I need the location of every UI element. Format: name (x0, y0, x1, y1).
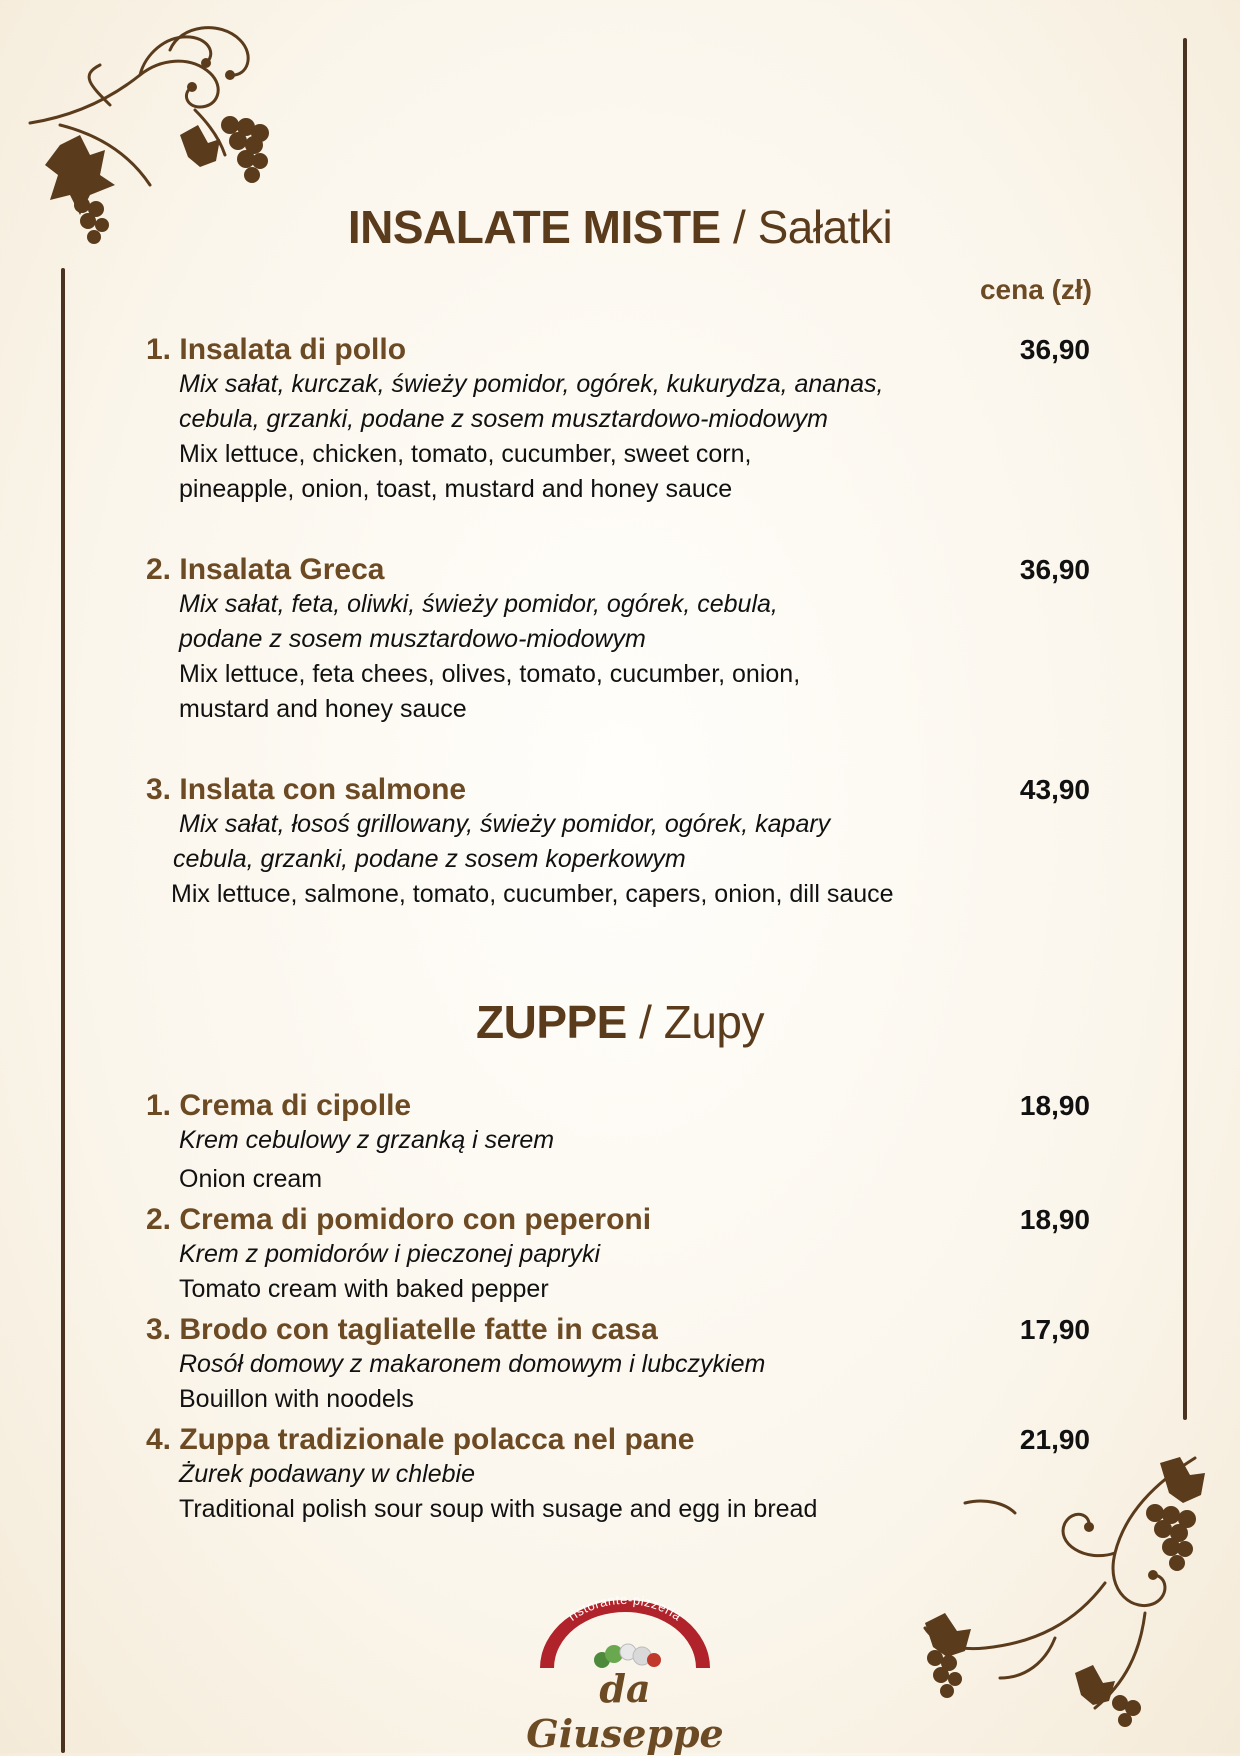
menu-item (146, 1313, 1090, 1417)
soups-title-sub: / Zupy (639, 996, 764, 1048)
menu-item-price: 21,90 (1019, 1424, 1090, 1455)
menu-item (146, 1089, 1090, 1197)
menu-item-name: 4. Zuppa tradizionale polacca nel pane (146, 1423, 695, 1456)
menu-item-desc-pl: Mix sałat, feta, oliwki, świeży pomidor, ogórek, cebula, (179, 590, 778, 618)
soups-title-main: ZUPPE (476, 996, 627, 1048)
menu-item-price: 43,90 (1019, 774, 1090, 805)
restaurant-logo (510, 1592, 740, 1756)
price-column-header: cena (zł) (979, 274, 1092, 305)
menu-item-name: 1. Crema di cipolle (146, 1089, 412, 1122)
menu-item-price: 18,90 (1019, 1090, 1090, 1121)
menu-item-desc-pl: Mix sałat, kurczak, świeży pomidor, ogórek, kukurydza, ananas, (179, 370, 884, 398)
menu-item-desc-pl: cebula, grzanki, podane z sosem koperkowym (173, 845, 686, 873)
menu-item-price: 18,90 (1019, 1204, 1090, 1235)
soups-title (0, 995, 1240, 1049)
logo-arc-icon (510, 1592, 740, 1672)
menu-item-desc-pl: Mix sałat, łosoś grillowany, świeży pomidor, ogórek, kapary (179, 810, 831, 838)
menu-item-desc-pl: Rosół domowy z makaronem domowym i lubczykiem (179, 1350, 766, 1378)
menu-item (146, 773, 1090, 912)
menu-item-price: 36,90 (1019, 554, 1090, 585)
menu-item (146, 553, 1090, 727)
menu-item-desc-en: Mix lettuce, feta chees, olives, tomato, cucumber, onion, (179, 660, 801, 688)
menu-item-name: 2. Crema di pomidoro con peperoni (146, 1203, 652, 1236)
menu-item-desc-en: Traditional polish sour soup with susage and egg in bread (179, 1495, 818, 1523)
menu-item-desc-pl: Krem z pomidorów i pieczonej papryki (179, 1240, 601, 1268)
menu-item (146, 1423, 1090, 1527)
menu-item-desc-en: mustard and honey sauce (179, 695, 467, 723)
menu-item-name: 1. Insalata di pollo (146, 333, 407, 366)
menu-item-price: 17,90 (1019, 1314, 1090, 1345)
svg-text:ristorante-pizzeria: ristorante-pizzeria (565, 1592, 685, 1624)
salads-title-main: INSALATE MISTE (347, 201, 721, 253)
logo-name: da Giuseppe (526, 1666, 724, 1756)
menu-item-desc-en: Mix lettuce, salmone, tomato, cucumber, capers, onion, dill sauce (171, 880, 894, 908)
menu-item-desc-en: Tomato cream with baked pepper (179, 1275, 549, 1303)
menu-item-desc-en: Mix lettuce, chicken, tomato, cucumber, sweet corn, (179, 440, 752, 468)
menu-item-desc-en: Bouillon with noodels (179, 1385, 414, 1413)
menu-item-price: 36,90 (1019, 334, 1090, 365)
menu-item (146, 1203, 1090, 1307)
menu-item (146, 333, 1090, 507)
menu-item-desc-pl: cebula, grzanki, podane z sosem musztardowo-miodowym (179, 405, 828, 433)
menu-item-desc-pl: Żurek podawany w chlebie (179, 1460, 475, 1488)
menu-item-name: 3. Brodo con tagliatelle fatte in casa (146, 1313, 658, 1346)
menu-item-desc-pl: podane z sosem musztardowo-miodowym (179, 625, 646, 653)
salads-title-sub: / Sałatki (733, 201, 893, 253)
menu-item-name: 2. Insalata Greca (146, 553, 385, 586)
menu-item-desc-en: pineapple, onion, toast, mustard and honey sauce (179, 475, 733, 503)
menu-item-desc-en: Onion cream (179, 1165, 323, 1193)
salads-title (0, 200, 1240, 254)
menu-item-name: 3. Inslata con salmone (146, 773, 467, 806)
menu-item-desc-pl: Krem cebulowy z grzanką i serem (179, 1126, 555, 1154)
